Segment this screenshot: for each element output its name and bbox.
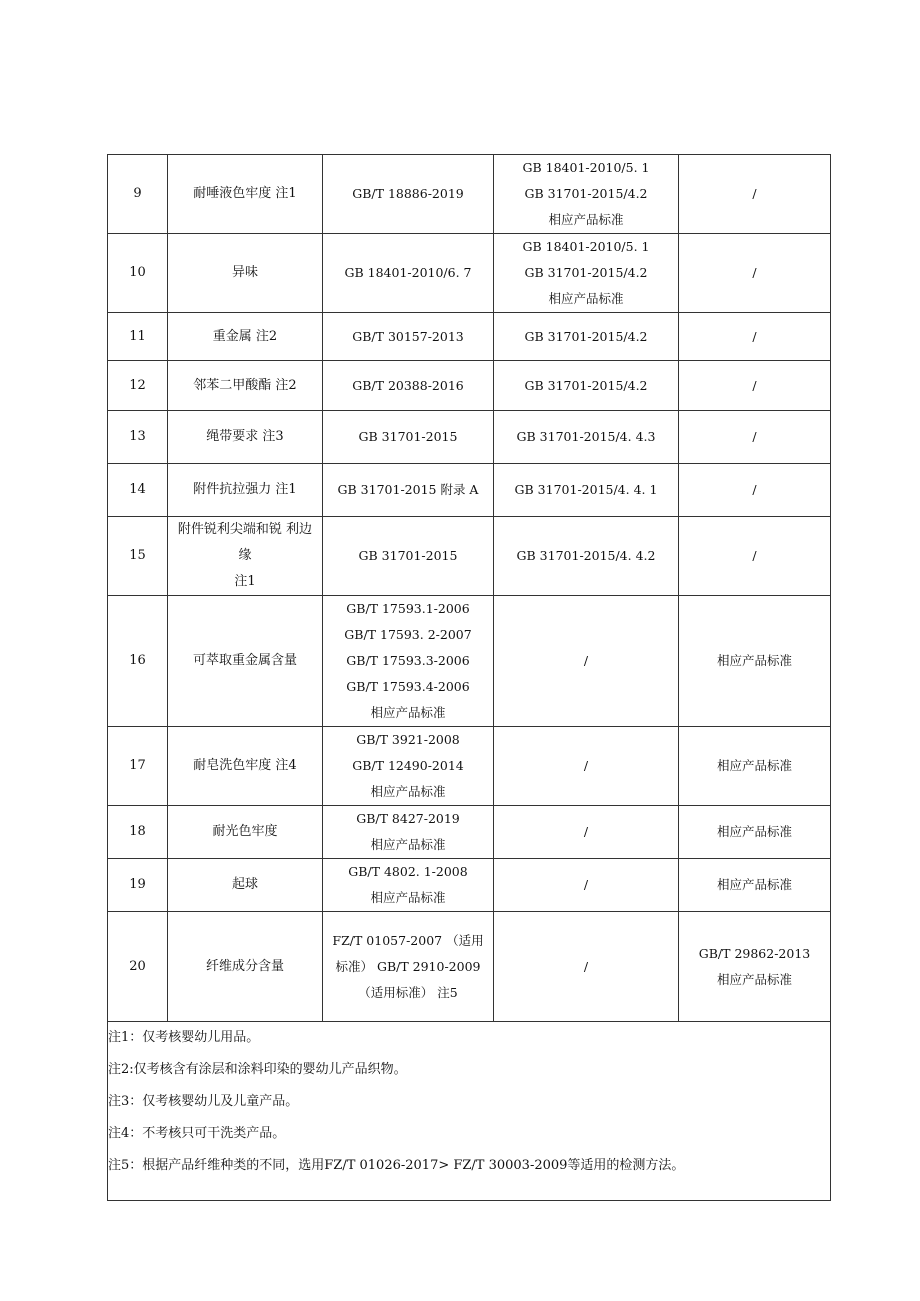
requirement-cell-line: GB 31701-2015/4. 4.3 <box>516 429 656 444</box>
table-row <box>108 727 831 806</box>
row-number-cell: 10 <box>108 234 168 313</box>
requirement-cell <box>494 596 679 727</box>
test-method-cell-line: GB/T 17593.1-2006 <box>346 601 470 616</box>
judgement-cell <box>679 464 831 517</box>
test-item-cell <box>168 464 323 517</box>
table-row <box>108 806 831 859</box>
standards-table <box>107 154 831 1201</box>
test-method-cell-line: 相应产品标准 <box>370 784 446 799</box>
note-text: 注5：根据产品纤维种类的不同，选用FZ/T 01026-2017> FZ/T 30003-2009等适用的检测方法。 <box>108 1158 685 1173</box>
judgement-cell-line: / <box>752 328 757 344</box>
row-number-cell: 16 <box>108 596 168 727</box>
test-method-cell-line: GB/T 30157-2013 <box>352 328 464 344</box>
judgement-cell <box>679 859 831 912</box>
requirement-cell-line: GB 31701-2015/4.2 <box>524 328 648 344</box>
judgement-cell-line: / <box>752 429 757 444</box>
table-row <box>108 313 831 361</box>
table-row <box>108 411 831 464</box>
test-method-cell <box>323 912 494 1022</box>
note-text: 注1：仅考核婴幼儿用品。 <box>108 1030 260 1045</box>
requirement-cell <box>494 411 679 464</box>
test-item-cell-line: 附件抗拉强力 注1 <box>193 482 297 497</box>
test-method-cell-line: GB/T 4802. 1-2008 <box>348 864 468 879</box>
table-row <box>108 464 831 517</box>
row-number-cell: 19 <box>108 859 168 912</box>
judgement-cell <box>679 155 831 234</box>
test-method-cell <box>323 596 494 727</box>
test-item-cell <box>168 234 323 313</box>
judgement-cell <box>679 596 831 727</box>
table-row <box>108 155 831 234</box>
note-text: 注4：不考核只可干洗类产品。 <box>108 1126 286 1141</box>
row-number-cell: 14 <box>108 464 168 517</box>
requirement-cell-line: GB 31701-2015/4.2 <box>524 377 648 393</box>
test-method-cell <box>323 313 494 361</box>
note-text: 注2:仅考核含有涂层和涂料印染的婴幼儿产品织物。 <box>108 1062 407 1077</box>
test-item-cell-line: 异味 <box>231 265 258 280</box>
test-method-cell-line: GB/T 17593. 2-2007 <box>344 627 472 642</box>
test-item-cell <box>168 517 323 596</box>
test-item-cell-line: 耐皂洗色牢度 注4 <box>193 758 297 773</box>
test-method-cell-line: GB 18401-2010/6. 7 <box>344 265 472 280</box>
test-item-cell <box>168 596 323 727</box>
test-item-cell-line: 注1 <box>234 574 256 589</box>
row-number-cell: 11 <box>108 313 168 361</box>
requirement-cell-line: GB 31701-2015/4. 4.2 <box>516 548 656 563</box>
judgement-cell-line: / <box>752 377 757 393</box>
requirement-cell <box>494 464 679 517</box>
judgement-cell-line: 相应产品标准 <box>716 971 792 987</box>
test-item-cell-line: 耐光色牢度 <box>212 824 278 839</box>
test-method-cell <box>323 806 494 859</box>
test-item-cell-line: 绳带要求 注3 <box>206 429 284 444</box>
table-row <box>108 859 831 912</box>
note-text: 注3：仅考核婴幼儿及儿童产品。 <box>108 1094 299 1109</box>
test-method-cell-line: GB 31701-2015 <box>358 429 458 444</box>
test-item-cell-line: 可萃取重金属含量 <box>192 653 297 668</box>
requirement-cell-line: GB 31701-2015/4.2 <box>524 265 648 280</box>
requirement-cell-line: / <box>583 758 589 773</box>
test-method-cell <box>323 859 494 912</box>
test-method-cell <box>323 517 494 596</box>
row-number-cell: 13 <box>108 411 168 464</box>
requirement-cell <box>494 361 679 411</box>
row-number-cell: 12 <box>108 361 168 411</box>
judgement-cell-line: 相应产品标准 <box>716 758 792 773</box>
requirement-cell <box>494 859 679 912</box>
row-number-cell: 9 <box>108 155 168 234</box>
test-method-cell <box>323 411 494 464</box>
judgement-cell <box>679 727 831 806</box>
test-method-cell-line: GB/T 8427-2019 <box>356 811 460 826</box>
test-method-cell-line: 相应产品标准 <box>370 890 446 905</box>
requirement-cell-line: GB 31701-2015/4.2 <box>524 186 648 201</box>
requirement-cell-line: / <box>583 958 589 974</box>
judgement-cell-line: 相应产品标准 <box>716 653 792 668</box>
row-number-cell: 17 <box>108 727 168 806</box>
test-item-cell <box>168 411 323 464</box>
requirement-cell <box>494 313 679 361</box>
test-method-cell-line: 相应产品标准 <box>370 837 446 852</box>
table-row <box>108 234 831 313</box>
test-item-cell <box>168 155 323 234</box>
table-row <box>108 517 831 596</box>
test-item-cell-line: 重金属 注2 <box>212 328 278 344</box>
test-item-cell-line: 附件锐利尖端和锐 利边缘 <box>177 522 313 563</box>
notes-row <box>108 1022 831 1201</box>
test-method-cell-line: GB 31701-2015 附录 A <box>337 482 479 497</box>
notes-list <box>108 1022 830 1200</box>
requirement-cell <box>494 155 679 234</box>
requirement-cell-line: 相应产品标准 <box>548 212 624 227</box>
judgement-cell-line: / <box>752 186 757 201</box>
judgement-cell-line: 相应产品标准 <box>716 824 792 839</box>
judgement-cell <box>679 806 831 859</box>
judgement-cell <box>679 234 831 313</box>
test-method-cell-line: GB/T 18886-2019 <box>352 186 464 201</box>
table-body <box>108 155 831 1022</box>
judgement-cell <box>679 912 831 1022</box>
test-method-cell <box>323 234 494 313</box>
test-method-cell-line: GB/T 17593.3-2006 <box>346 653 470 668</box>
judgement-cell-line: GB/T 29862-2013 <box>698 945 811 961</box>
requirement-cell-line: / <box>583 877 589 892</box>
test-item-cell <box>168 727 323 806</box>
test-item-cell <box>168 361 323 411</box>
table-row <box>108 361 831 411</box>
test-item-cell-line: 邻苯二甲酸酯 注2 <box>193 377 297 393</box>
test-item-cell <box>168 806 323 859</box>
judgement-cell-line: / <box>752 265 757 280</box>
table-row <box>108 912 831 1022</box>
requirement-cell <box>494 727 679 806</box>
test-method-cell-line: GB 31701-2015 <box>358 548 458 563</box>
row-number-cell: 20 <box>108 912 168 1022</box>
requirement-cell <box>494 517 679 596</box>
judgement-cell-line: / <box>752 482 757 497</box>
test-method-cell <box>323 464 494 517</box>
requirement-cell-line: / <box>583 824 589 839</box>
test-item-cell <box>168 859 323 912</box>
test-item-cell-line: 纤维成分含量 <box>205 958 284 974</box>
test-method-cell <box>323 155 494 234</box>
requirement-cell-line: GB 18401-2010/5. 1 <box>522 160 650 175</box>
table-row <box>108 596 831 727</box>
notes-cell <box>108 1022 831 1201</box>
test-method-cell-line: GB/T 3921-2008 <box>356 732 460 747</box>
judgement-cell <box>679 517 831 596</box>
requirement-cell-line: GB 31701-2015/4. 4. 1 <box>514 482 658 497</box>
requirement-cell <box>494 806 679 859</box>
requirement-cell <box>494 912 679 1022</box>
test-method-cell-line: GB/T 12490-2014 <box>352 758 464 773</box>
test-method-cell-line: 相应产品标准 <box>370 705 446 720</box>
requirement-cell-line: 相应产品标准 <box>548 291 624 306</box>
judgement-cell <box>679 411 831 464</box>
test-item-cell <box>168 313 323 361</box>
test-method-cell-line: FZ/T 01057-2007 （适用标准） GB/T 2910-2009 （适用标准） 注5 <box>332 932 484 1000</box>
judgement-cell <box>679 361 831 411</box>
row-number-cell: 18 <box>108 806 168 859</box>
test-item-cell-line: 起球 <box>231 877 258 892</box>
test-item-cell-line: 耐唾液色牢度 注1 <box>193 186 297 201</box>
standards-table-page <box>107 154 830 1201</box>
test-method-cell-line: GB/T 20388-2016 <box>352 377 464 393</box>
requirement-cell <box>494 234 679 313</box>
requirement-cell-line: / <box>583 653 589 668</box>
test-item-cell <box>168 912 323 1022</box>
test-method-cell-line: GB/T 17593.4-2006 <box>346 679 470 694</box>
judgement-cell-line: / <box>752 548 757 563</box>
judgement-cell <box>679 313 831 361</box>
test-method-cell <box>323 361 494 411</box>
requirement-cell-line: GB 18401-2010/5. 1 <box>522 239 650 254</box>
judgement-cell-line: 相应产品标准 <box>716 877 792 892</box>
test-method-cell <box>323 727 494 806</box>
row-number-cell: 15 <box>108 517 168 596</box>
notes-section <box>108 1022 831 1201</box>
